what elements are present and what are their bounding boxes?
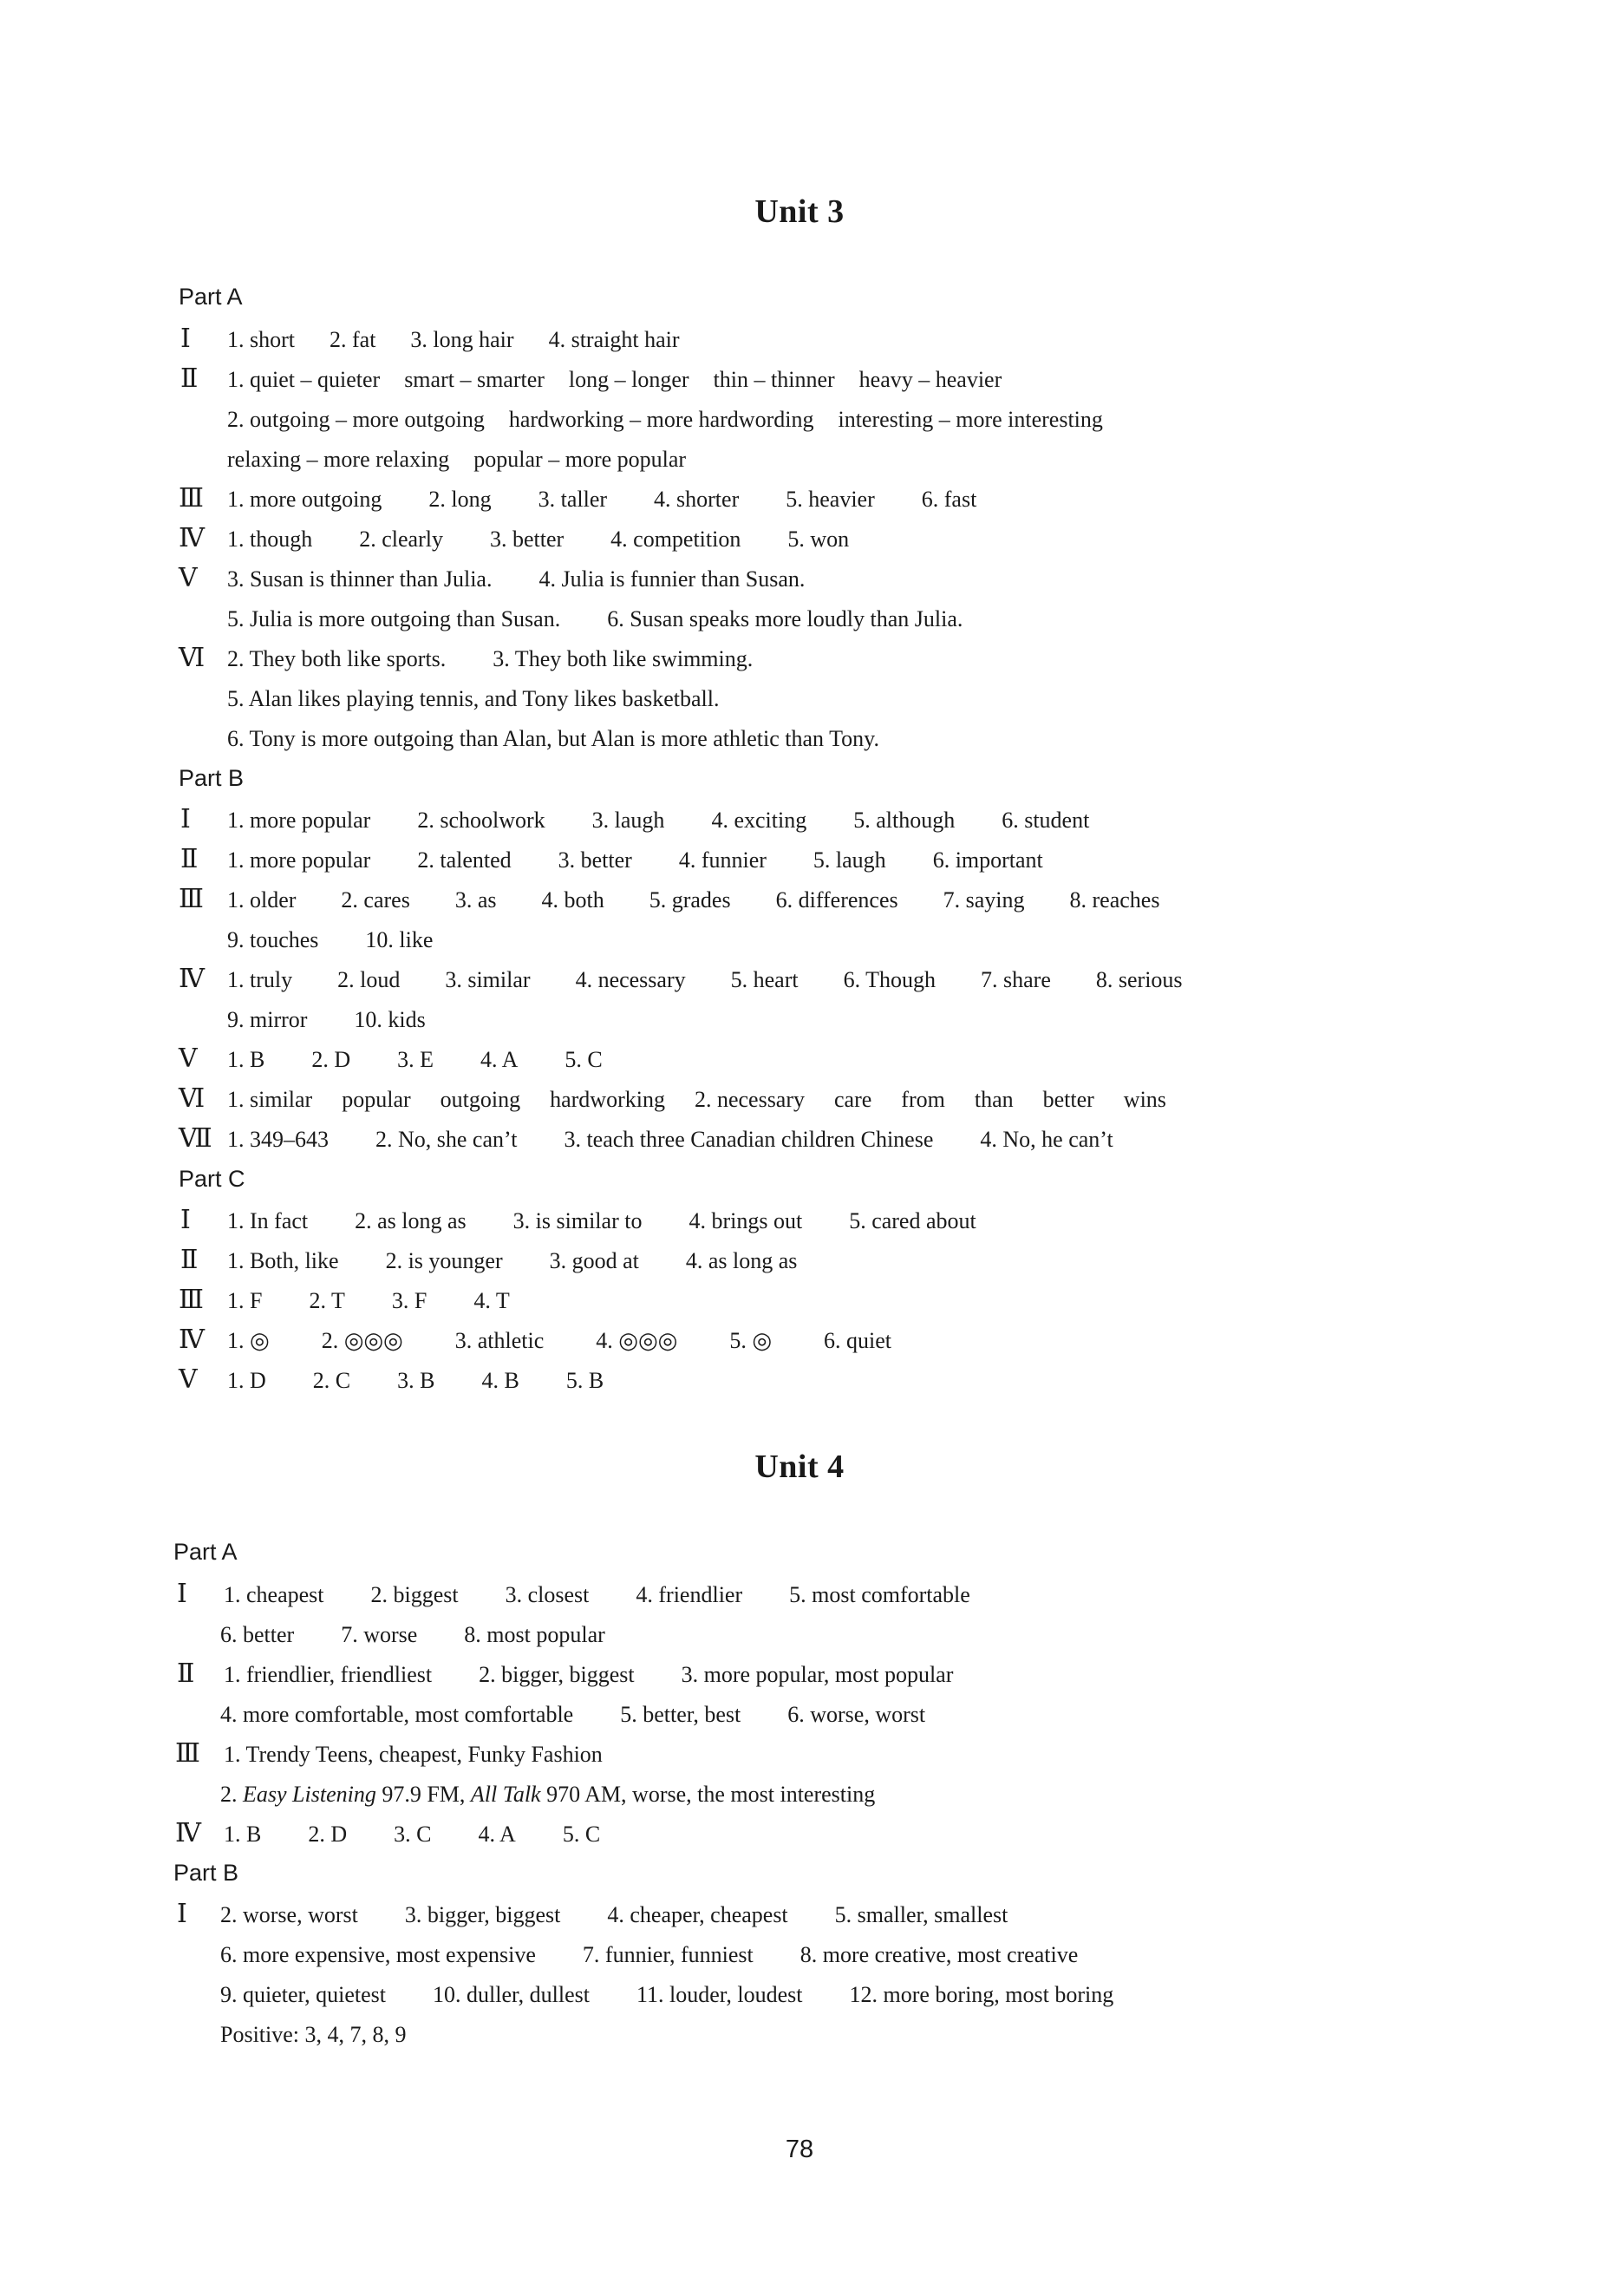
numeral-1: Ⅰ	[177, 1900, 187, 1928]
answer-item: 4. A	[480, 1047, 519, 1072]
answer-item: 8. more creative, most creative	[800, 1942, 1079, 1967]
numeral-3: Ⅲ	[175, 1739, 200, 1768]
answer-item: 2. long	[428, 487, 492, 512]
answer-item: 2. T	[309, 1288, 345, 1313]
answer-item: 6. quiet	[824, 1328, 892, 1353]
numeral-2: Ⅱ	[180, 364, 199, 393]
answer-item: 1. short	[227, 327, 295, 352]
answer-item: 1. In fact	[227, 1208, 309, 1233]
numeral-6: Ⅵ	[179, 1084, 206, 1113]
u3a-ii-answers-1	[227, 360, 1002, 400]
answer-item: 1. more outgoing	[227, 487, 382, 512]
answer-item: care	[834, 1087, 872, 1112]
answer-item: 6. differences	[775, 887, 898, 913]
answer-item: 3. better	[558, 847, 632, 873]
answer-item: 2. bigger, biggest	[479, 1662, 635, 1687]
answer-item: popular – more popular	[473, 447, 687, 472]
answer-item: 5. although	[853, 808, 956, 833]
answer-item: 2. talented	[417, 847, 512, 873]
numeral-1: Ⅰ	[180, 324, 191, 353]
answer-item: 6. student	[1002, 808, 1090, 833]
u3b-iii-answers-2	[227, 920, 433, 960]
u3a-vi-answer-2: 5. Alan likes playing tennis, and Tony likes basketball.	[227, 686, 720, 711]
answer-item: better	[1042, 1087, 1094, 1112]
answer-item: 4. both	[541, 887, 604, 913]
answer-item: 3. B	[397, 1368, 435, 1393]
answer-item: 9. quieter, quietest	[220, 1982, 387, 2007]
answer-item: 3. more popular, most popular	[681, 1662, 954, 1687]
u4a-iii-answer-1: 1. Trendy Teens, cheapest, Funky Fashion	[224, 1742, 603, 1767]
answer-item: long – longer	[568, 367, 689, 392]
answer-item: 10. kids	[354, 1007, 426, 1032]
answer-item: hardworking – more hardwording	[508, 407, 814, 432]
answer-item: 2. clearly	[359, 527, 443, 552]
answer-item: 5. C	[565, 1047, 603, 1072]
answer-item: 5. smaller, smallest	[834, 1902, 1008, 1927]
answer-item: 6. important	[932, 847, 1043, 873]
numeral-2: Ⅱ	[177, 1659, 195, 1688]
answer-item: 4. as long as	[685, 1248, 798, 1273]
answer-item: 3. closest	[505, 1582, 590, 1607]
answer-item: 4. Julia is funnier than Susan.	[538, 566, 806, 592]
u3b-iv-answers-2	[227, 1000, 426, 1040]
answer-item: heavy – heavier	[858, 367, 1002, 392]
answer-item: 3. better	[489, 527, 565, 552]
answer-item: 2. schoolwork	[417, 808, 545, 833]
numeral-7: Ⅶ	[179, 1124, 212, 1153]
answer-item: 7. saying	[943, 887, 1025, 913]
u4a-ii-answers-1	[224, 1655, 953, 1695]
answer-item: 3. F	[391, 1288, 427, 1313]
u4a-iii-2-mid: 97.9 FM,	[375, 1782, 471, 1807]
u3c-iv-answers	[227, 1321, 891, 1361]
answer-item: 6. more expensive, most expensive	[220, 1942, 536, 1967]
u3c-v-answers	[227, 1361, 604, 1401]
u4a-iii-2-station-1: Easy Listening	[243, 1782, 376, 1807]
answer-item: 5. B	[565, 1368, 604, 1393]
numeral-1: Ⅰ	[177, 1580, 187, 1608]
answer-item: 7. funnier, funniest	[582, 1942, 754, 1967]
answer-item: 3. is similar to	[512, 1208, 643, 1233]
answer-item: 4. competition	[610, 527, 741, 552]
numeral-3: Ⅲ	[179, 484, 204, 513]
unit4-part-a-label: Part A	[173, 1539, 238, 1565]
answer-item: 3. long hair	[410, 327, 514, 352]
answer-item: 1. though	[227, 527, 313, 552]
unit3-part-c-label: Part C	[179, 1166, 245, 1192]
answer-item: 5. C	[562, 1822, 601, 1847]
answer-item: 6. better	[220, 1622, 295, 1647]
answer-item: 1. cheapest	[224, 1582, 324, 1607]
u4b-i-answers-3	[220, 1975, 1113, 2015]
answer-item: 3. They both like swimming.	[493, 646, 754, 671]
answer-item: 5. ◎	[729, 1328, 773, 1353]
answer-item: 1. more popular	[227, 847, 371, 873]
answer-item: 9. touches	[227, 927, 319, 952]
u3b-v-answers	[227, 1040, 603, 1080]
numeral-3: Ⅲ	[179, 885, 204, 913]
answer-item: 4. T	[473, 1288, 510, 1313]
answer-item: 1. quiet – quieter	[227, 367, 381, 392]
answer-item: 4. brings out	[689, 1208, 803, 1233]
answer-item: 4. necessary	[575, 967, 686, 992]
answer-item: 1. D	[227, 1368, 266, 1393]
answer-item: 2. fat	[330, 327, 376, 352]
numeral-4: Ⅳ	[179, 965, 205, 993]
u3b-i-answers	[227, 801, 1089, 841]
u3a-iv-answers	[227, 520, 849, 559]
u3b-iii-answers-1	[227, 880, 1159, 920]
answer-item: 5. heavier	[786, 487, 875, 512]
answer-item: 5. most comfortable	[789, 1582, 970, 1607]
answer-item: than	[974, 1087, 1014, 1112]
u4a-iii-2-prefix: 2.	[220, 1782, 243, 1807]
answer-item: 1. ◎	[227, 1328, 270, 1353]
u4a-iii-answer-2	[220, 1775, 875, 1815]
u4a-iii-2-suffix: 970 AM, worse, the most interesting	[540, 1782, 876, 1807]
numeral-4: Ⅳ	[179, 1325, 205, 1354]
answer-item: 3. bigger, biggest	[404, 1902, 561, 1927]
u3a-v-answers-1	[227, 559, 805, 599]
answer-item: 6. Susan speaks more loudly than Julia.	[607, 606, 963, 631]
answer-item: 6. worse, worst	[787, 1702, 926, 1727]
u3c-iii-answers	[227, 1281, 510, 1321]
u4a-ii-answers-2	[220, 1695, 925, 1735]
answer-item: relaxing – more relaxing	[227, 447, 450, 472]
answer-item: 4. cheaper, cheapest	[607, 1902, 788, 1927]
u3a-ii-answers-3	[227, 440, 686, 480]
answer-item: 12. more boring, most boring	[849, 1982, 1114, 2007]
unit4-part-b-label: Part B	[173, 1860, 239, 1886]
numeral-2: Ⅱ	[180, 845, 199, 873]
answer-item: 1. B	[224, 1822, 262, 1847]
u4a-iii-2-station-2: All Talk	[470, 1782, 541, 1807]
answer-item: 5. cared about	[849, 1208, 976, 1233]
answer-item: 7. worse	[341, 1622, 418, 1647]
numeral-1: Ⅰ	[180, 1206, 191, 1234]
answer-item: 2. cares	[341, 887, 410, 913]
answer-item: 2. biggest	[370, 1582, 459, 1607]
u4a-i-answers-2	[220, 1615, 605, 1655]
answer-item: 6. fast	[921, 487, 977, 512]
answer-item: 5. Julia is more outgoing than Susan.	[227, 606, 561, 631]
answer-item: 1. 349–643	[227, 1127, 329, 1152]
answer-item: 10. duller, dullest	[433, 1982, 590, 2007]
answer-item: 4. straight hair	[548, 327, 680, 352]
answer-item: 3. taller	[538, 487, 608, 512]
answer-item: 3. laugh	[591, 808, 665, 833]
answer-item: 4. funnier	[678, 847, 767, 873]
answer-item: 2. D	[308, 1822, 348, 1847]
numeral-3: Ⅲ	[179, 1285, 204, 1314]
numeral-6: Ⅵ	[179, 644, 206, 672]
answer-item: 4. friendlier	[636, 1582, 743, 1607]
answer-item: 4. ◎◎◎	[596, 1328, 678, 1353]
answer-item: 3. similar	[445, 967, 531, 992]
unit3-part-a-label: Part A	[179, 284, 243, 310]
answer-item: 3. C	[394, 1822, 432, 1847]
answer-item: 2. loud	[337, 967, 401, 992]
answer-item: 5. grades	[649, 887, 731, 913]
answer-item: 5. laugh	[813, 847, 886, 873]
answer-item: 2. C	[312, 1368, 351, 1393]
u4b-positive-list: Positive: 3, 4, 7, 8, 9	[220, 2022, 407, 2047]
answer-item: 5. won	[787, 527, 850, 552]
answer-item: 7. share	[981, 967, 1051, 992]
answer-item: wins	[1123, 1087, 1166, 1112]
u3a-iii-answers	[227, 480, 976, 520]
u4a-i-answers-1	[224, 1575, 970, 1615]
answer-item: 3. as	[454, 887, 497, 913]
numeral-2: Ⅱ	[180, 1246, 199, 1274]
answer-item: 4. A	[478, 1822, 516, 1847]
u4a-iv-answers	[224, 1815, 600, 1854]
u3a-i-answers	[227, 320, 680, 360]
numeral-5: Ⅴ	[179, 1365, 198, 1394]
answer-item: 4. No, he can’t	[980, 1127, 1113, 1152]
u4b-i-answers-1	[220, 1895, 1008, 1935]
answer-item: 3. good at	[549, 1248, 639, 1273]
unit3-part-b-label: Part B	[179, 765, 245, 791]
answer-item: 10. like	[365, 927, 434, 952]
answer-item: 8. most popular	[464, 1622, 605, 1647]
u3b-vi-answers	[227, 1080, 1166, 1120]
answer-item: 1. more popular	[227, 808, 371, 833]
numeral-5: Ⅴ	[179, 1044, 198, 1073]
answer-item: 5. heart	[730, 967, 799, 992]
answer-item: 3. E	[397, 1047, 434, 1072]
answer-item: smart – smarter	[404, 367, 545, 392]
answer-item: thin – thinner	[713, 367, 835, 392]
answer-item: 1. friendlier, friendliest	[224, 1662, 433, 1687]
u3c-ii-answers	[227, 1241, 797, 1281]
answer-item: 3. athletic	[454, 1328, 545, 1353]
u3a-vi-answer-3: 6. Tony is more outgoing than Alan, but Alan is more athletic than Tony.	[227, 726, 879, 751]
u3a-ii-answers-2	[227, 400, 1103, 440]
answer-item: 2. outgoing – more outgoing	[227, 407, 485, 432]
answer-item: outgoing	[440, 1087, 521, 1112]
numeral-4: Ⅳ	[179, 524, 205, 553]
answer-item: 4. shorter	[654, 487, 740, 512]
u4b-i-answers-2	[220, 1935, 1078, 1975]
answer-item: interesting – more interesting	[838, 407, 1103, 432]
answer-item: 2. as long as	[355, 1208, 467, 1233]
answer-item: 11. louder, loudest	[636, 1982, 803, 2007]
u3b-vii-answers	[227, 1120, 1113, 1160]
answer-item: 2. No, she can’t	[375, 1127, 518, 1152]
answer-item: 1. similar	[227, 1087, 313, 1112]
answer-item: popular	[342, 1087, 411, 1112]
u3a-v-answers-2	[227, 599, 963, 639]
answer-item: hardworking	[550, 1087, 665, 1112]
numeral-5: Ⅴ	[179, 564, 198, 592]
answer-item: 2. necessary	[694, 1087, 806, 1112]
answer-item: 1. B	[227, 1047, 265, 1072]
answer-item: 2. ◎◎◎	[321, 1328, 403, 1353]
answer-item: 2. D	[311, 1047, 351, 1072]
answer-item: 3. Susan is thinner than Julia.	[227, 566, 493, 592]
numeral-4: Ⅳ	[175, 1819, 201, 1848]
numeral-1: Ⅰ	[180, 805, 191, 834]
answer-item: 1. truly	[227, 967, 293, 992]
answer-item: 2. worse, worst	[220, 1902, 358, 1927]
answer-item: 4. B	[481, 1368, 519, 1393]
page-number: 78	[785, 2136, 814, 2163]
answer-item: 2. They both like sports.	[227, 646, 447, 671]
answer-item: 8. serious	[1095, 967, 1183, 992]
answer-item: 1. Both, like	[227, 1248, 339, 1273]
u3b-ii-answers	[227, 841, 1043, 880]
u3c-i-answers	[227, 1201, 976, 1241]
u3b-iv-answers-1	[227, 960, 1183, 1000]
answer-item: 9. mirror	[227, 1007, 308, 1032]
answer-item: 8. reaches	[1069, 887, 1160, 913]
answer-item: 3. teach three Canadian children Chinese	[564, 1127, 934, 1152]
answer-item: 1. older	[227, 887, 297, 913]
unit-4-title: Unit 4	[754, 1449, 845, 1485]
answer-item: 5. better, best	[620, 1702, 741, 1727]
answer-item: 4. exciting	[711, 808, 807, 833]
answer-item: 1. F	[227, 1288, 263, 1313]
answer-item: from	[901, 1087, 945, 1112]
answer-item: 2. is younger	[385, 1248, 503, 1273]
unit-3-title: Unit 3	[754, 193, 845, 230]
answer-item: 6. Though	[843, 967, 937, 992]
u3a-vi-answers-1	[227, 639, 753, 679]
answer-item: 4. more comfortable, most comfortable	[220, 1702, 574, 1727]
